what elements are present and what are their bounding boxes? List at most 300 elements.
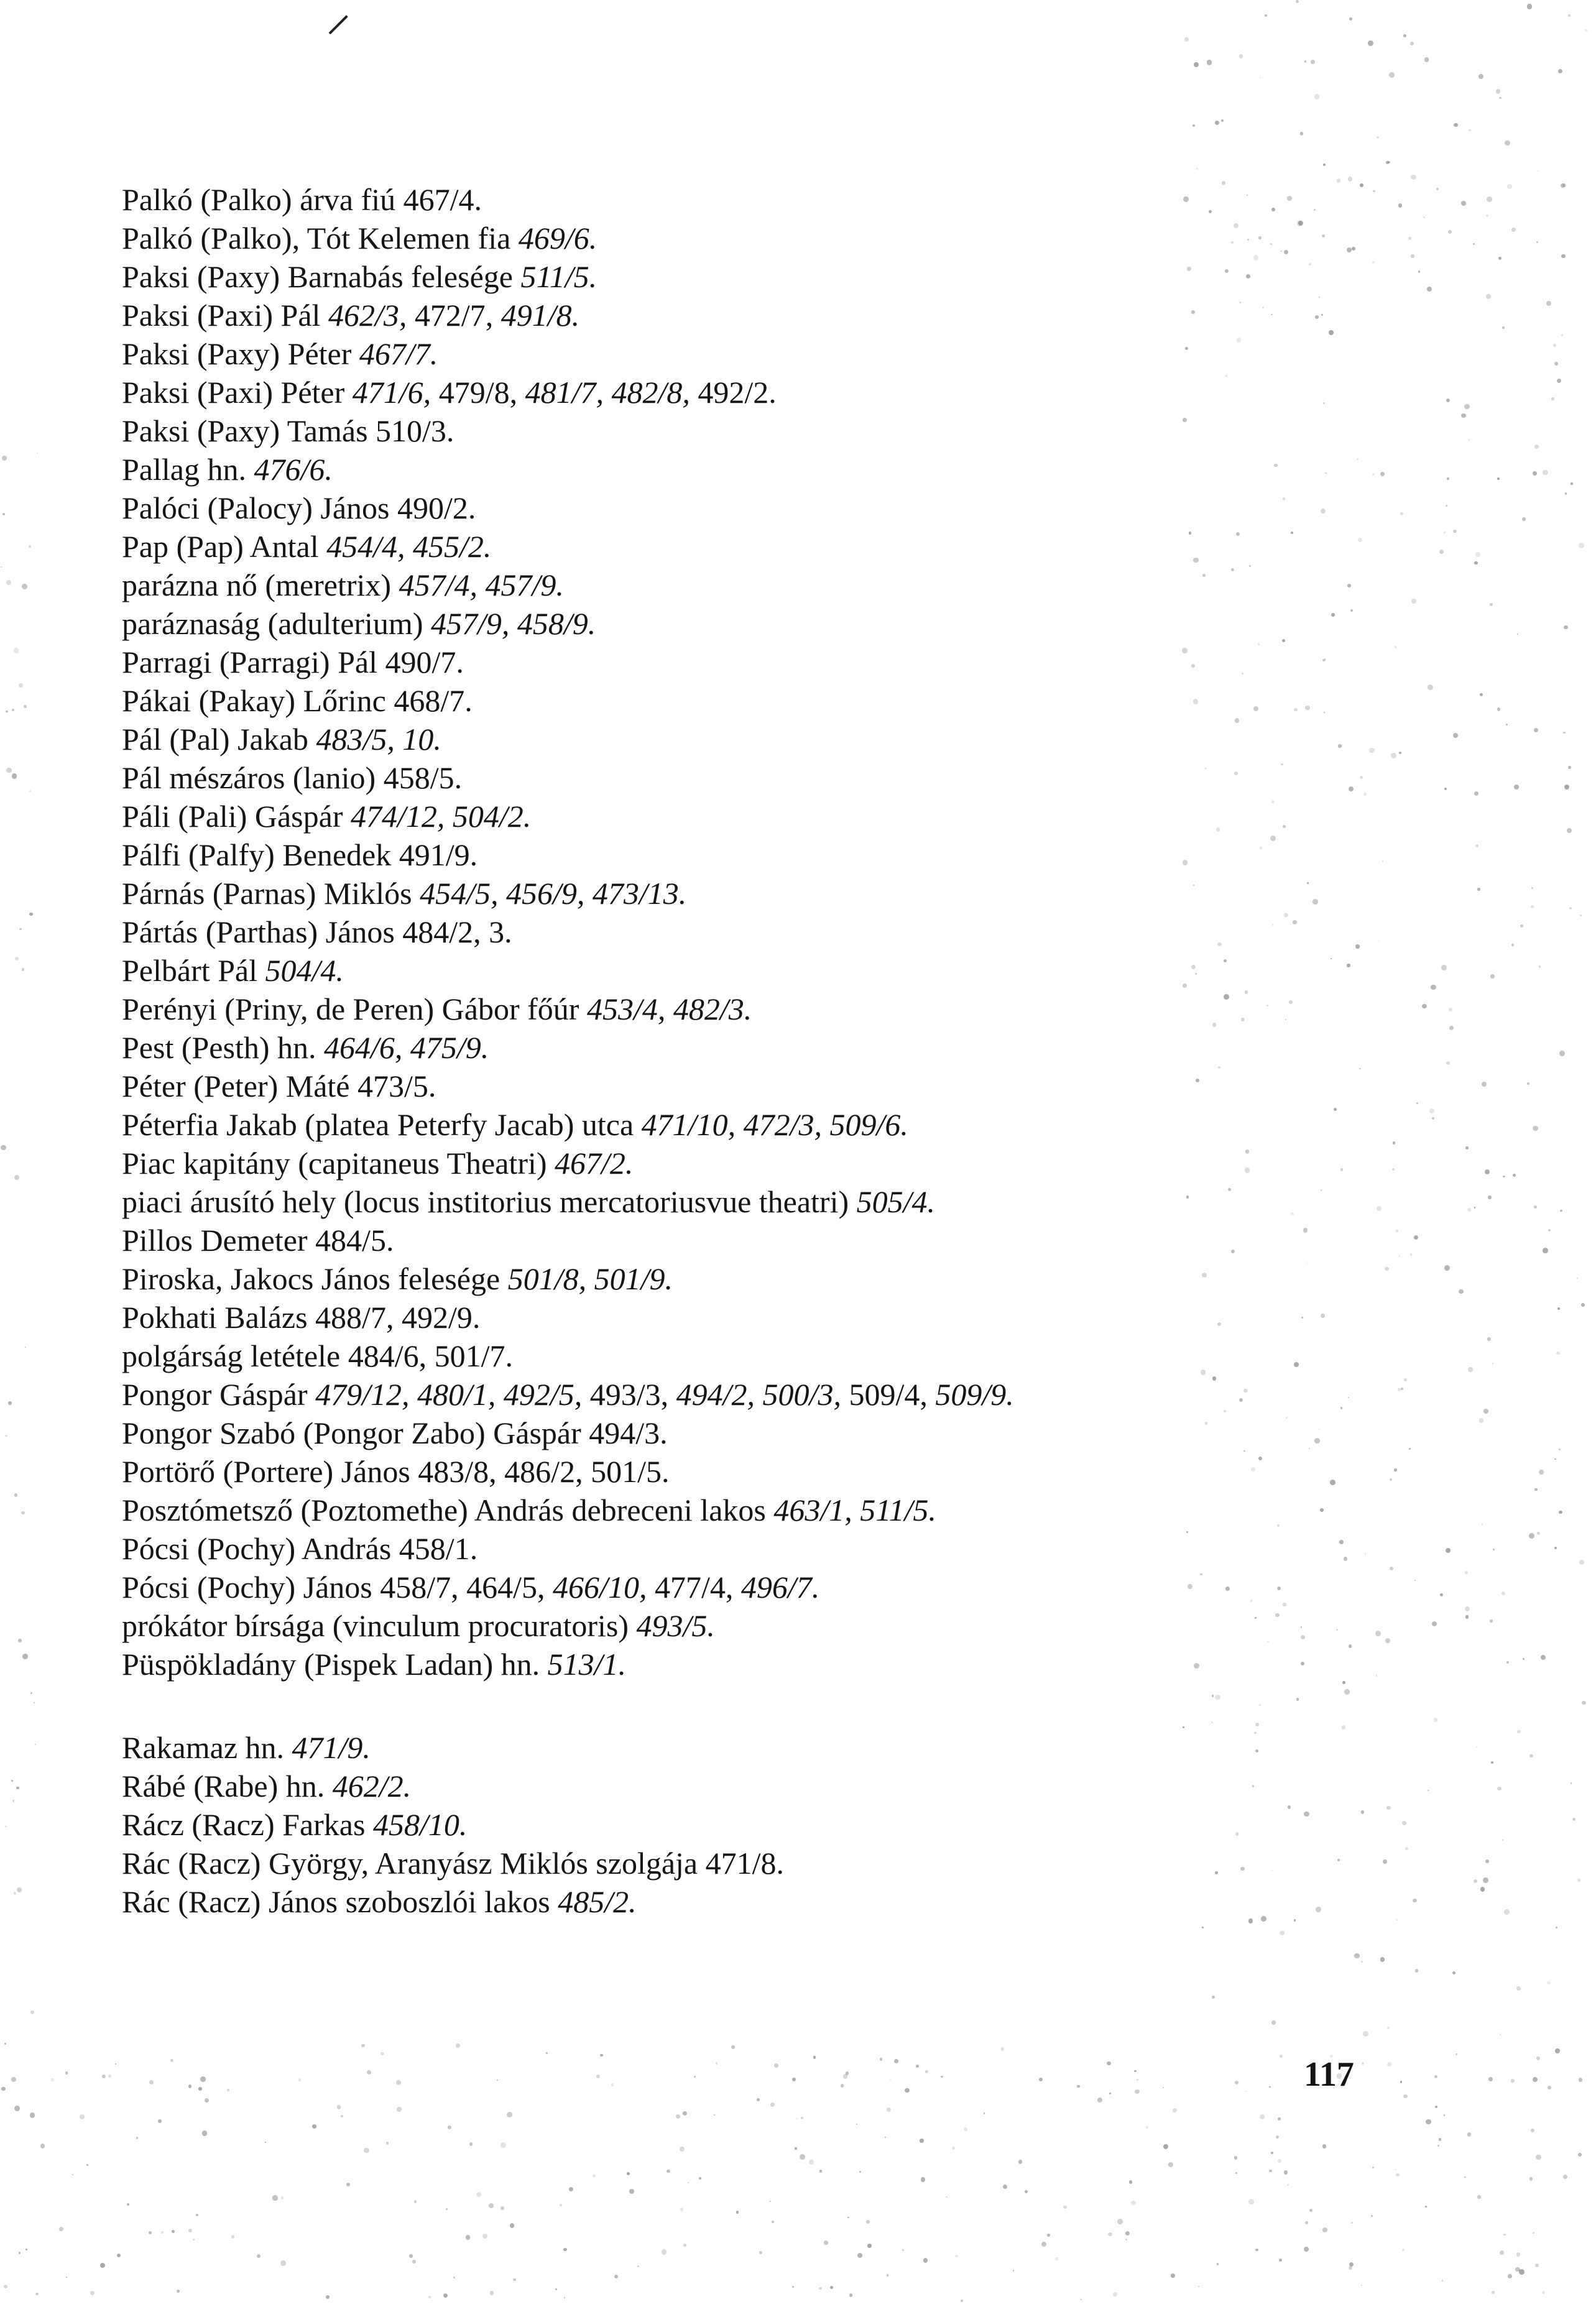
speckle	[1442, 2280, 1443, 2281]
speckle	[200, 2076, 206, 2082]
speckle	[1322, 2227, 1327, 2232]
speckle	[1533, 2077, 1538, 2082]
speckle	[466, 2235, 471, 2240]
speckle	[887, 2274, 889, 2277]
speckle	[428, 2296, 431, 2298]
speckle	[1503, 2234, 1506, 2236]
speckle	[1516, 1986, 1521, 1991]
speckle	[1446, 505, 1447, 507]
speckle	[1444, 788, 1447, 790]
speckle	[17, 1887, 22, 1892]
speckle	[772, 2221, 774, 2223]
speckle	[298, 2078, 302, 2081]
speckle	[683, 2244, 686, 2247]
speckle	[6, 711, 7, 712]
speckle	[257, 2254, 261, 2259]
speckle	[856, 2124, 857, 2125]
speckle	[1491, 1761, 1493, 1764]
speckle	[964, 2127, 967, 2131]
speckle	[489, 2203, 494, 2208]
speckle	[1536, 2155, 1541, 2160]
speckle	[1168, 2162, 1173, 2167]
speckle	[921, 2177, 926, 2182]
speckle	[680, 2147, 684, 2151]
speckle	[1080, 2299, 1081, 2300]
index-entry: Piac kapitány (capitaneus Theatri) 467/2.	[122, 1146, 634, 1181]
speckle	[4, 2073, 6, 2075]
speckle	[1196, 168, 1198, 170]
speckle	[1563, 2175, 1567, 2179]
speckle	[1287, 2184, 1289, 2186]
speckle	[1361, 1961, 1363, 1963]
speckle	[894, 2059, 898, 2063]
speckle	[22, 584, 27, 589]
speckle	[1502, 326, 1505, 329]
speckle	[796, 2118, 798, 2119]
speckle	[629, 2189, 634, 2194]
speckle	[699, 2177, 701, 2180]
speckle	[1500, 2033, 1501, 2035]
speckle	[19, 2252, 21, 2254]
speckle	[600, 2054, 603, 2057]
index-entry: Pokhati Balázs 488/7, 492/9.	[122, 1300, 481, 1335]
speckle	[857, 2253, 862, 2258]
section-gap	[122, 1683, 1428, 1728]
speckle	[1361, 2285, 1362, 2286]
speckle	[819, 2287, 821, 2290]
speckle	[326, 2295, 330, 2299]
speckle	[1527, 4, 1533, 9]
speckle	[1486, 294, 1491, 299]
speckle	[364, 2148, 369, 2153]
speckle	[569, 2187, 573, 2191]
speckle	[1424, 57, 1429, 62]
speckle	[1537, 1532, 1539, 1534]
speckle	[1454, 123, 1458, 127]
speckle	[1474, 561, 1477, 564]
speckle	[560, 2204, 562, 2206]
speckle	[37, 453, 38, 454]
speckle	[149, 2231, 152, 2235]
speckle	[925, 2070, 928, 2073]
speckle	[1579, 543, 1584, 548]
speckle	[1432, 1621, 1437, 1626]
speckle	[824, 2241, 828, 2244]
speckle	[22, 968, 25, 971]
speckle	[1461, 413, 1465, 418]
speckle	[955, 2255, 957, 2257]
speckle	[1468, 439, 1470, 441]
index-entry: Paksi (Paxi) Pál 462/3, 472/7, 491/8.	[122, 298, 580, 333]
speckle	[1260, 2114, 1265, 2119]
speckle	[1441, 965, 1447, 970]
speckle	[1198, 2286, 1199, 2287]
index-entry: Pallag hn. 476/6.	[122, 452, 333, 487]
speckle	[1563, 732, 1566, 734]
index-entry: Piroska, Jakocs János felesége 501/8, 501/9.	[122, 1261, 673, 1296]
speckle	[1207, 60, 1212, 65]
speckle	[1304, 60, 1306, 62]
speckle	[770, 2102, 775, 2107]
speckle	[1280, 2055, 1283, 2058]
speckle	[2, 513, 5, 515]
index-entry: Páli (Pali) Gáspár 474/12, 504/2.	[122, 799, 532, 834]
speckle	[1533, 2232, 1534, 2234]
speckle	[397, 2107, 402, 2112]
speckle	[1531, 905, 1534, 908]
speckle	[1490, 974, 1495, 979]
speckle	[1468, 1367, 1473, 1372]
speckle	[72, 2174, 73, 2175]
speckle	[1556, 1352, 1559, 1355]
speckle	[801, 2117, 803, 2119]
speckle	[1284, 2170, 1288, 2175]
speckle	[15, 957, 19, 960]
speckle	[102, 2075, 106, 2078]
index-entry: parázna nő (meretrix) 457/4, 457/9.	[122, 568, 564, 602]
speckle	[1444, 1265, 1450, 1271]
speckle	[1047, 2234, 1050, 2237]
speckle	[396, 2080, 401, 2085]
speckle	[1271, 2020, 1276, 2025]
speckle	[453, 2277, 455, 2278]
speckle	[941, 2076, 943, 2078]
speckle	[1506, 724, 1508, 725]
speckle	[1108, 2232, 1112, 2237]
speckle	[563, 2248, 567, 2252]
speckle	[1453, 733, 1458, 738]
speckle	[916, 2065, 919, 2068]
speckle	[774, 2063, 779, 2068]
speckle	[1131, 2201, 1135, 2205]
speckle	[25, 1347, 26, 1348]
speckle	[1134, 2070, 1136, 2072]
speckle	[885, 2137, 886, 2138]
speckle	[59, 2227, 63, 2231]
speckle	[627, 2172, 630, 2175]
speckle	[1439, 2138, 1441, 2140]
speckle	[1434, 1718, 1438, 1722]
speckle	[1503, 1176, 1505, 1177]
speckle	[11, 1780, 13, 1782]
index-entry: Pál (Pal) Jakab 483/5, 10.	[122, 722, 441, 757]
speckle	[24, 705, 27, 708]
speckle	[1560, 1210, 1562, 1212]
index-entry: Pócsi (Pochy) János 458/7, 464/5, 466/10, 477/4, 496/7.	[122, 1570, 820, 1605]
speckle	[1396, 2173, 1399, 2176]
speckle	[1559, 1511, 1562, 1514]
speckle	[469, 2142, 473, 2146]
speckle	[1245, 2091, 1247, 2092]
speckle	[1403, 2094, 1407, 2098]
speckle	[1411, 175, 1416, 180]
speckle	[281, 2196, 284, 2199]
speckle	[1511, 944, 1514, 946]
speckle	[1485, 1859, 1489, 1863]
speckle	[1485, 1169, 1490, 1174]
speckle	[1387, 2027, 1390, 2029]
speckle	[22, 1654, 28, 1659]
speckle	[1388, 161, 1390, 163]
speckle	[1129, 2180, 1133, 2184]
speckle	[21, 1511, 24, 1514]
speckle	[30, 1692, 32, 1694]
speckle	[1531, 887, 1533, 889]
speckle	[1163, 2087, 1164, 2088]
speckle	[476, 2192, 481, 2197]
index-entry: Péter (Peter) Máté 473/5.	[122, 1069, 436, 1103]
speckle	[205, 2098, 209, 2102]
speckle	[1561, 254, 1565, 258]
speckle	[1117, 2219, 1123, 2224]
index-entry: Rác (Racz) György, Aranyász Miklós szolgája 471/8.	[122, 1846, 785, 1881]
speckle	[188, 2229, 192, 2232]
speckle	[127, 2203, 129, 2206]
speckle	[1279, 2259, 1283, 2262]
speckle	[1276, 2135, 1279, 2139]
speckle	[497, 2079, 498, 2081]
speckle	[1455, 2053, 1457, 2055]
speckle	[1582, 1701, 1585, 1705]
speckle	[29, 545, 31, 548]
speckle	[507, 2112, 512, 2117]
speckle	[1444, 2114, 1446, 2116]
speckle	[1296, 0, 1299, 3]
speckle	[1527, 1082, 1529, 1084]
speckle	[14, 2106, 20, 2111]
index-entry: Péterfia Jakab (platea Peterfy Jacab) utca 471/10, 472/3, 509/6.	[122, 1107, 908, 1142]
speckle	[6, 768, 12, 773]
speckle	[4, 2285, 7, 2288]
speckle	[1517, 633, 1518, 635]
speckle	[1562, 183, 1566, 187]
speckle	[158, 2119, 161, 2122]
speckle	[1410, 42, 1414, 45]
speckle	[1477, 2195, 1480, 2198]
speckle	[614, 2275, 618, 2278]
index-entry: Perényi (Priny, de Peren) Gábor főúr 453/4, 482/3.	[122, 992, 752, 1026]
speckle	[1235, 2081, 1239, 2084]
speckle	[1474, 1207, 1476, 1209]
speckle	[759, 2251, 762, 2254]
speckle	[414, 2200, 417, 2203]
speckle	[1304, 2247, 1309, 2252]
speckle	[1497, 477, 1499, 479]
speckle	[2, 456, 7, 461]
speckle	[1504, 1909, 1510, 1915]
speckle	[1483, 1409, 1488, 1414]
speckle	[1311, 60, 1315, 64]
speckle	[1248, 2199, 1254, 2204]
speckle	[1529, 2177, 1533, 2181]
speckle	[1464, 2176, 1466, 2178]
speckle	[1395, 2169, 1396, 2170]
speckle	[1431, 985, 1436, 990]
speckle	[1577, 1278, 1578, 1279]
speckle	[409, 2254, 412, 2257]
speckle	[510, 2223, 514, 2227]
speckle	[12, 773, 17, 779]
speckle	[1500, 2250, 1504, 2255]
speckle	[1449, 1008, 1452, 1011]
speckle	[1465, 1606, 1470, 1611]
speckle	[1488, 2077, 1493, 2081]
speckle	[1269, 2170, 1271, 2172]
speckle	[1520, 924, 1523, 928]
speckle	[6, 580, 11, 585]
speckle	[809, 2160, 814, 2165]
speckle	[1508, 2274, 1512, 2278]
speckle	[1478, 74, 1483, 79]
speckle	[716, 2062, 718, 2065]
speckle	[1476, 1746, 1478, 1748]
speckle	[1480, 1887, 1485, 1892]
speckle	[1467, 1208, 1471, 1212]
speckle	[923, 2258, 928, 2263]
speckle	[694, 2076, 696, 2078]
speckle	[1519, 2269, 1525, 2275]
speckle	[1517, 1730, 1521, 1734]
speckle	[1571, 1782, 1572, 1784]
speckle	[5, 1435, 7, 1437]
speckle	[1497, 707, 1500, 711]
speckle	[12, 709, 14, 711]
speckle	[1579, 2078, 1583, 2082]
speckle	[1567, 828, 1572, 833]
speckle	[100, 2263, 105, 2268]
speckle	[1554, 362, 1558, 366]
speckle	[1097, 2098, 1102, 2102]
speckle	[18, 1639, 22, 1642]
speckle	[1506, 1661, 1509, 1664]
speckle	[867, 2244, 872, 2248]
speckle	[272, 2195, 277, 2200]
speckle	[1493, 1549, 1495, 1550]
speckle	[757, 2098, 760, 2101]
speckle	[1585, 29, 1587, 32]
speckle	[108, 2075, 111, 2078]
speckle	[1448, 230, 1452, 234]
speckle	[637, 2265, 639, 2267]
speckle	[1486, 214, 1488, 217]
speckle	[1475, 552, 1480, 556]
speckle	[1535, 2264, 1539, 2267]
speckle	[1482, 1524, 1483, 1526]
speckle	[1452, 1971, 1455, 1974]
speckle	[1548, 1229, 1551, 1232]
speckle	[80, 2114, 85, 2119]
speckle	[1474, 1879, 1478, 1884]
speckle	[1402, 2249, 1405, 2251]
speckle	[1125, 2239, 1127, 2241]
speckle	[341, 2115, 343, 2117]
speckle	[1474, 791, 1478, 796]
speckle	[1557, 1307, 1560, 1310]
speckle	[66, 2277, 67, 2278]
speckle	[35, 1744, 36, 1745]
speckle	[500, 2142, 506, 2148]
speckle	[1538, 170, 1539, 172]
speckle	[1542, 2291, 1545, 2294]
speckle	[1300, 132, 1303, 135]
speckle	[34, 1702, 35, 1703]
index-entry: Pócsi (Pochy) András 458/1.	[122, 1531, 478, 1566]
speckle	[177, 2290, 180, 2293]
speckle	[482, 2234, 487, 2239]
speckle	[1039, 2078, 1043, 2082]
speckle	[1386, 161, 1389, 164]
speckle	[1003, 2185, 1007, 2189]
speckle	[1565, 492, 1567, 495]
speckle	[1464, 404, 1470, 410]
speckle	[4, 2043, 6, 2045]
speckle	[1475, 844, 1478, 847]
speckle	[1569, 907, 1572, 910]
speckle	[202, 2130, 207, 2135]
index-entry: polgárság letétele 484/6, 501/7.	[122, 1338, 514, 1373]
index-entry: Pap (Pap) Antal 454/4, 455/2.	[122, 529, 492, 564]
speckle	[1446, 1548, 1451, 1553]
speckle	[1415, 1969, 1418, 1972]
index-entry: Pest (Pesth) hn. 464/6, 475/9.	[122, 1030, 489, 1065]
speckle	[443, 2293, 448, 2298]
speckle	[688, 2182, 689, 2183]
speckle	[1349, 2266, 1352, 2270]
speckle	[1547, 1981, 1551, 1985]
speckle	[1539, 1470, 1544, 1475]
speckle	[86, 2164, 88, 2166]
speckle	[676, 2114, 680, 2119]
speckle	[1260, 77, 1261, 78]
speckle	[667, 2170, 670, 2173]
speckle	[611, 2083, 614, 2086]
speckle	[1265, 14, 1267, 17]
speckle	[1349, 17, 1352, 21]
index-entry: Pákai (Pakay) Lőrinc 468/7.	[122, 683, 473, 718]
speckle	[1372, 2167, 1374, 2168]
speckle	[1194, 62, 1199, 67]
speckle	[90, 2291, 95, 2295]
speckle	[1135, 2089, 1140, 2094]
speckle	[446, 2208, 448, 2210]
speckle	[1173, 2108, 1177, 2112]
speckle	[1561, 334, 1564, 336]
speckle	[731, 2045, 735, 2049]
speckle	[1371, 2215, 1373, 2217]
speckle	[1459, 1289, 1464, 1294]
speckle	[1473, 243, 1474, 244]
speckle	[1483, 1877, 1488, 1883]
speckle	[1403, 34, 1406, 37]
speckle	[1271, 2152, 1273, 2154]
speckle	[1427, 287, 1432, 292]
speckle	[1541, 1655, 1546, 1660]
speckle	[1212, 1996, 1215, 1999]
speckle	[65, 2071, 68, 2074]
speckle	[1516, 2252, 1521, 2257]
speckle	[1561, 183, 1565, 188]
index-entry: Rácz (Racz) Farkas 458/10.	[122, 1807, 468, 1842]
speckle	[14, 1493, 18, 1497]
speckle	[1581, 1303, 1585, 1307]
speckle	[1368, 40, 1373, 46]
speckle	[1429, 1108, 1434, 1113]
speckle	[14, 1892, 16, 1894]
speckle	[381, 2052, 384, 2056]
speckle	[1469, 129, 1471, 132]
speckle	[1502, 1839, 1504, 1841]
speckle	[19, 928, 22, 931]
